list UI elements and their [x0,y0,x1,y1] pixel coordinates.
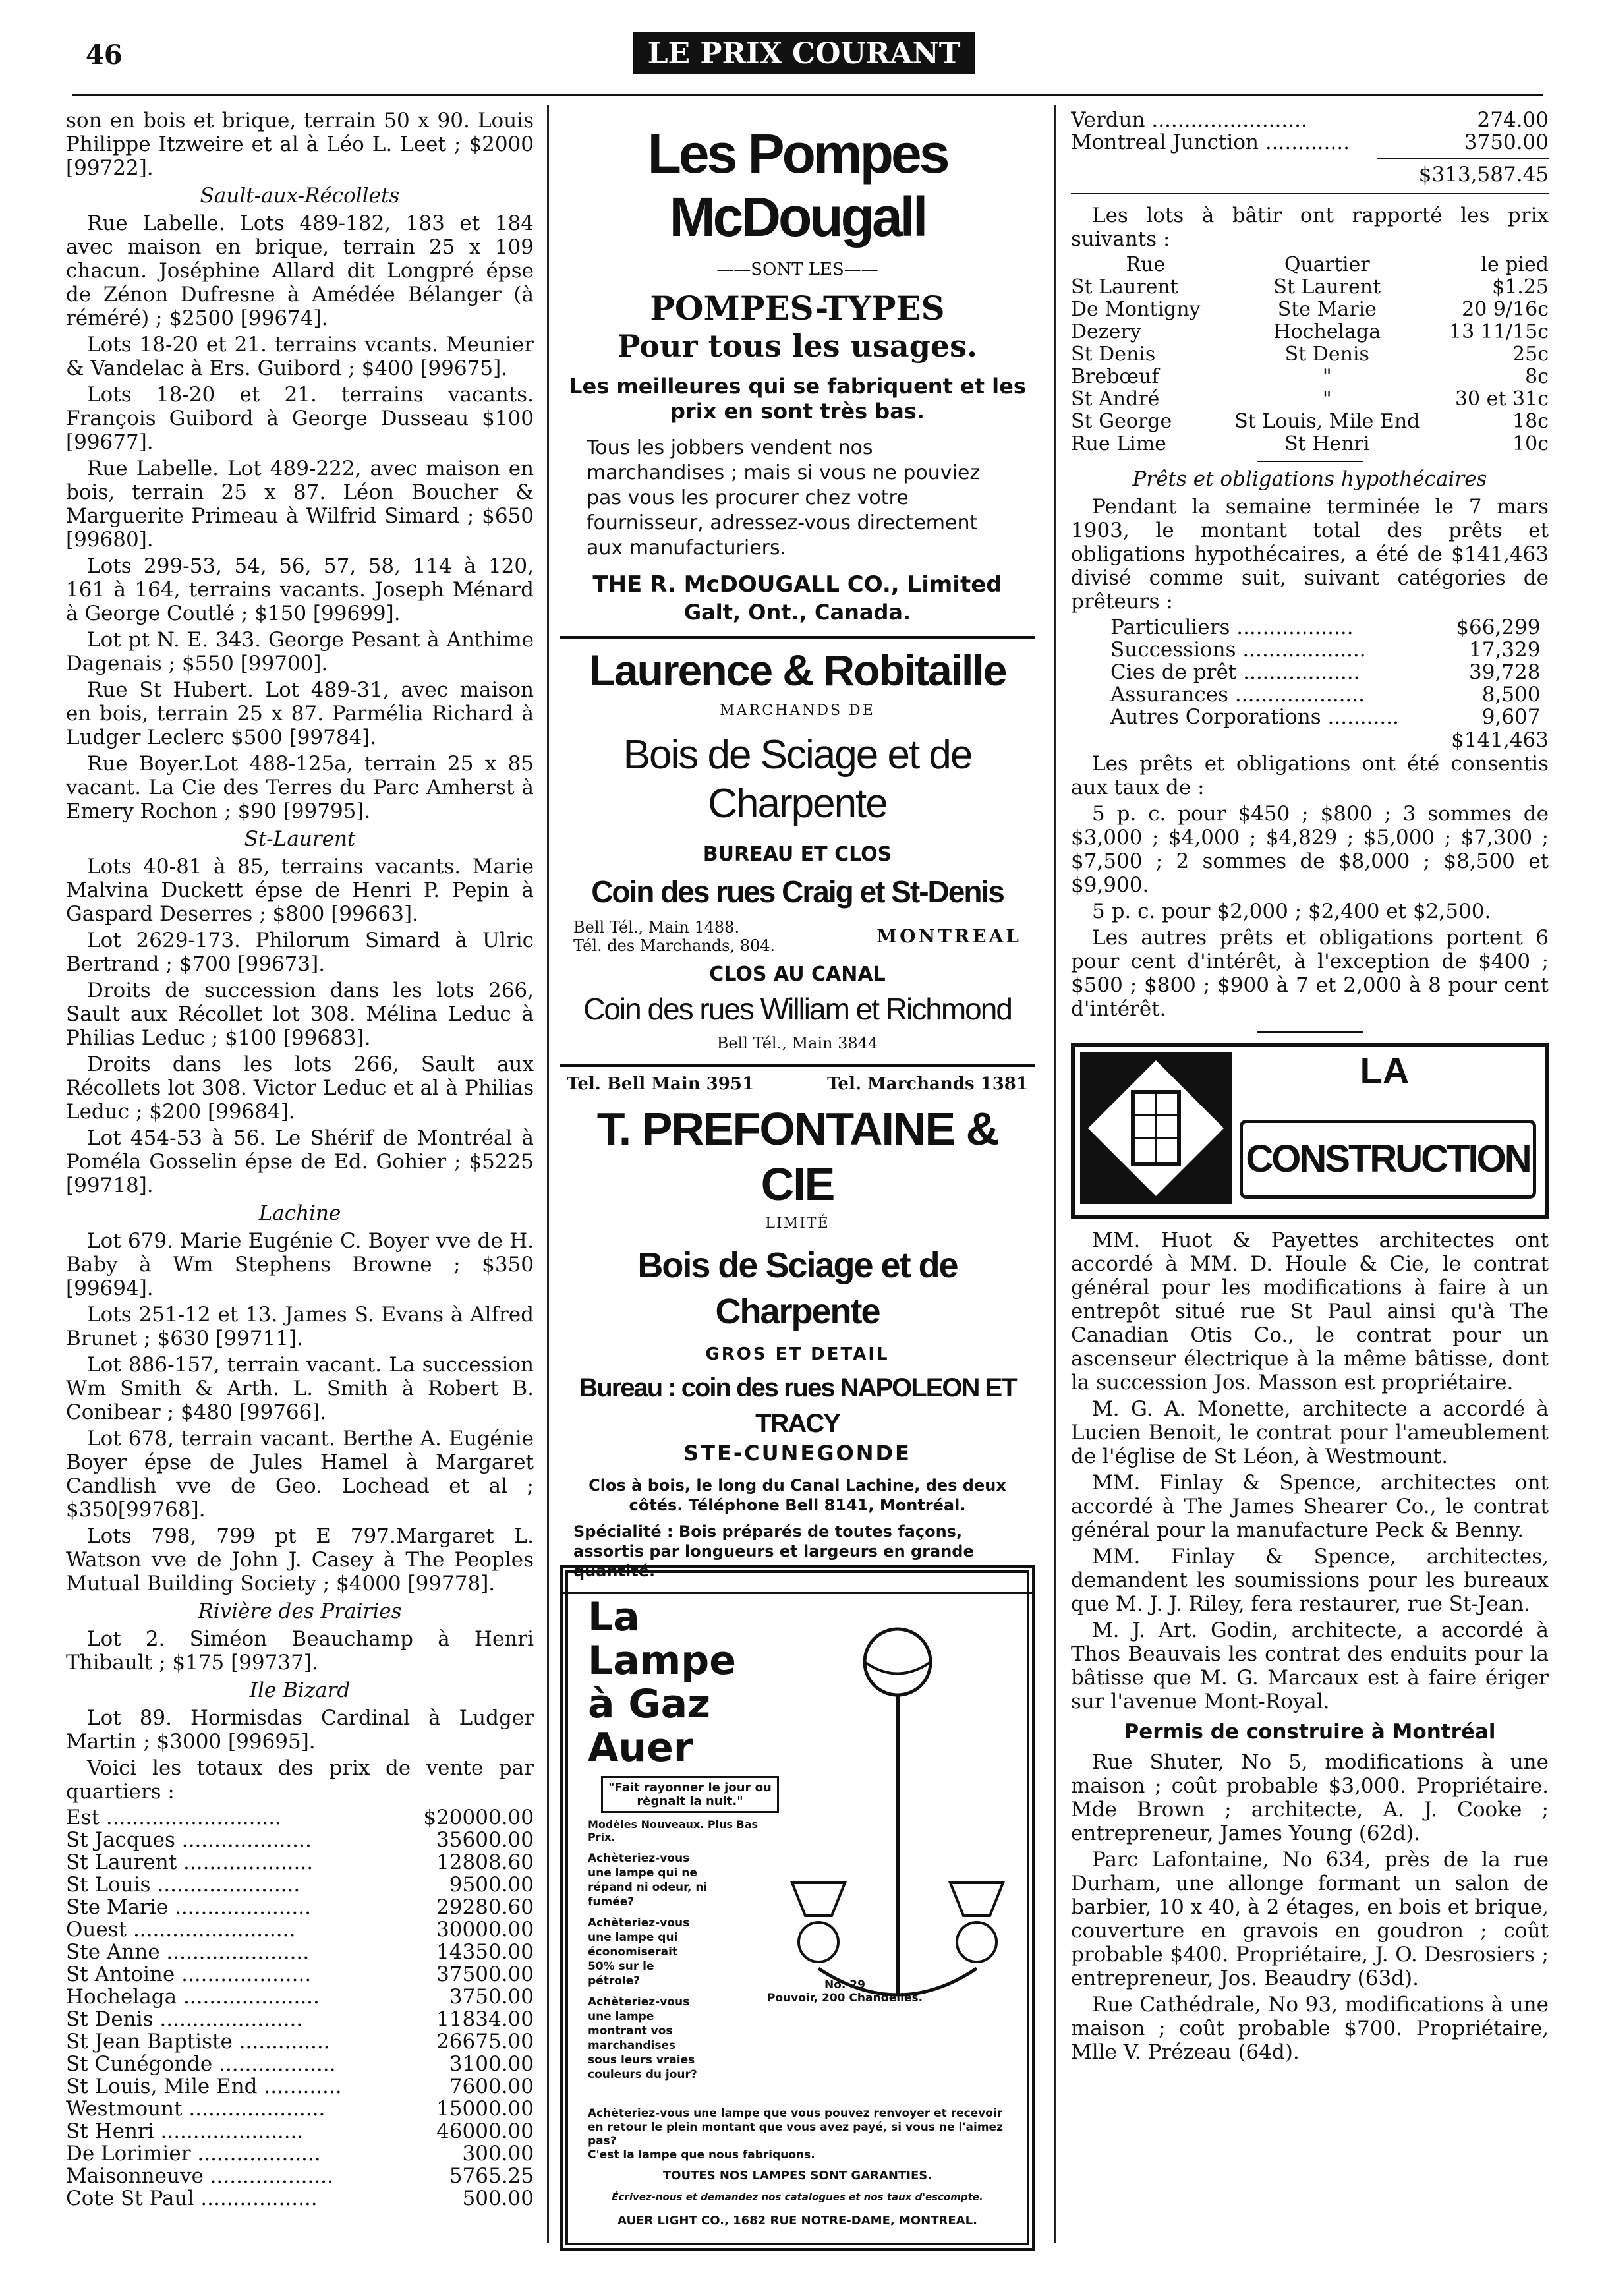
lot-cell: 18c [1512,410,1549,433]
masthead-logo [633,26,975,79]
quartier-row [66,1874,534,1896]
quartier-row [66,1851,534,1874]
ad-guarantee: TOUTES NOS LAMPES SONT GARANTIES. [662,2169,932,2183]
quartier-row [66,2030,534,2053]
row-label: St Jacques .................... [66,1829,312,1851]
article-text: Lot 2629-173. Philorum Simard à Ulric Bertrand ; $700 [99673]. [66,929,534,976]
row-label: St Louis ...................... [66,1874,301,1896]
section-rule [1071,193,1549,194]
column-header: le pied [1481,253,1549,276]
mcdougall-ad [560,122,1035,624]
middle-column [560,109,1035,1599]
quartier-row [66,2187,534,2210]
ad-heading: Coin des rues William et Richmond [583,992,1012,1026]
article-text: Rue St Hubert. Lot 489-31, avec maison en bois, terrain 25 x 87. Parmélia Richard à Ludger Leclerc $500 [99784]. [66,678,534,749]
lot-cell: De Montigny [1071,298,1201,321]
la-construction-banner [1071,1043,1549,1219]
row-value: 39,728 [1469,660,1541,684]
article-text: Lot 454-53 à 56. Le Shérif de Montréal à Poméla Gosselin épse de Ed. Gohier ; $5225 [99718]. [66,1126,534,1197]
lot-cell: 10c [1512,432,1549,455]
row-value: 274.00 [1477,108,1549,132]
page-number: 46 [86,40,123,71]
lot-cell: Brebœuf [1071,365,1159,388]
ad-text: Achèteriez-vous une lampe qui économiserait 50% sur le pétrole? [588,1916,690,1988]
article-text: Les autres prêts et obligations portent 6 pour cent d'intérêt, à l'exception de $400 ; $500 ; $800 ; $900 à 7 et 2,000 à 8 pour cent d'intérêt. [1071,926,1549,1021]
ad-text: ——SONT LES—— [716,260,878,279]
quartier-row [66,2075,534,2098]
article-text: Lots 18-20 et 21. terrains vacants. François Guibord à George Dusseau $100 [99677]. [66,383,534,454]
row-label: St Laurent .................... [66,1851,314,1874]
lot-cell: 20 9/16c [1462,298,1549,321]
article-text: Rue Shuter, No 5, modifications à une maison ; coût probable $3,000. Propriétaire. Mde Brown ; architecte, A. J. Cooke ; entrepreneur, James Young (62d). [1071,1750,1549,1845]
lot-row [1071,276,1549,299]
article-text: Lot 679. Marie Eugénie C. Boyer vve de H. Baby à Wm Stephens Browne ; $350 [99694]. [66,1229,534,1300]
article-text: Lot pt N. E. 343. George Pesant à Anthime Dagenais ; $550 [99700]. [66,628,534,675]
ad-heading: Bois de Sciage et de Charpente [623,732,972,826]
preteur-row [1110,661,1541,683]
lot-cell: St Denis [1284,343,1369,366]
ad-rule [560,1064,1035,1067]
ad-heading: CLOS AU CANAL [709,963,886,986]
row-value: 7600.00 [449,2075,534,2098]
lot-cell: " [1322,365,1332,388]
lot-row [1071,411,1549,433]
article-text: Pendant la semaine terminée le 7 mars 1903, le montant total des prêts et obligations hypothécaires, a été de $141,463 divisé comme suit, suivant catégories de prêteurs : [1071,495,1549,614]
row-value: 26675.00 [436,2030,534,2053]
ad-slogan: "Fait rayonner le jour ou règnait la nuit." [601,1776,779,1813]
lot-row [1071,366,1549,388]
row-label: St Louis, Mile End ............ [66,2075,342,2098]
prefontaine-ad [560,1072,1035,1581]
row-value: $66,299 [1456,616,1541,639]
right-column [1071,109,1549,2067]
banner-title: CONSTRUCTION [1240,1120,1536,1199]
row-value: 37500.00 [436,1963,534,1986]
row-label: Ste Anne ...................... [66,1941,310,1963]
ad-heading: Les meilleures qui se fabriquent et les prix en sont très bas. [569,374,1026,424]
quartier-row [66,2053,534,2075]
lamp-power: Pouvoir, 200 Chandelles. [766,1992,923,2005]
row-value: 3750.00 [449,1985,534,2009]
row-value: 14350.00 [436,1940,534,1964]
row-value: 35600.00 [436,1828,534,1852]
row-label: Autres Corporations ........... [1110,706,1399,728]
article-text: Droits dans les lots 266, Sault aux Récollets lot 308. Victor Leduc et al à Philias Leduc ; $200 [99684]. [66,1052,534,1124]
row-label: Successions ................... [1110,639,1366,661]
ad-heading: GROS ET DETAIL [705,1344,890,1364]
quartier-row [66,2165,534,2187]
lot-cell: Hochelaga [1273,320,1381,343]
column-header: Quartier [1284,253,1370,276]
row-value: 3100.00 [449,2052,534,2076]
lot-cell: " [1322,387,1332,411]
lot-cell: 8c [1525,365,1549,388]
row-value: 9500.00 [449,1873,534,1897]
quartier-row [66,1963,534,1986]
ad-city: MONTREAL [876,925,1021,947]
lot-cell: $1.25 [1492,275,1549,299]
row-value: 11834.00 [436,2007,534,2031]
row-label: Montreal Junction ............. [1071,131,1350,154]
ad-text: Modèles Nouveaux. Plus Bas Prix. [588,1818,759,1843]
lot-row [1071,299,1549,321]
ad-heading: Pour tous les usages. [617,328,978,364]
article-text: Lots 40-81 à 85, terrains vacants. Marie Malvina Duckett épse de Henri P. Pepin à Gaspard Deserres ; $800 [99663]. [66,855,534,926]
article-text: Les lots à bâtir ont rapporté les prix suivants : [1071,204,1549,251]
quartier-row [66,1896,534,1918]
row-value: 300.00 [462,2142,534,2166]
left-column [66,109,534,2210]
lot-cell: St Denis [1071,343,1156,366]
ad-heading: Bureau : coin des rues NAPOLEON ET TRACY [579,1373,1016,1438]
article-text: Rue Boyer.Lot 488-125a, terrain 25 x 85 vacant. La Cie des Terres du Parc Amherst à Emery Rochon ; $90 [99795]. [66,752,534,823]
preteur-row [1110,639,1541,661]
ad-phone: Bell Tél., Main 3844 [716,1034,878,1052]
lot-cell: Dezery [1071,320,1141,343]
ad-text: Spécialité : Bois préparés de toutes façons, assortis par longueurs et largeurs en grande quantité. [573,1522,974,1580]
row-label: Assurances .................... [1110,683,1365,706]
row-value: 8,500 [1481,683,1541,706]
article-text: Lot 678, terrain vacant. Berthe A. Eugénie Boyer épse de Jules Hamel à Margaret Candlish vve de Geo. Lochead et al ; $350[99768]. [66,1427,534,1522]
section-rule [1257,1031,1363,1033]
header-rule [72,94,1543,96]
lot-cell: St André [1071,387,1160,411]
article-text: M. J. Art. Godin, architecte, a accordé à Thos Beauvais les contrat des enduits pour la bâtisse que M. G. Marcaux est à faire ériger sur l'avenue Mont-Royal. [1071,1619,1549,1713]
article-text: M. G. A. Monette, architecte a accordé à Lucien Benoit, le contrat pour l'ameublement de l'église de St Léon, à Westmount. [1071,1397,1549,1468]
article-text: Lots 299-53, 54, 56, 57, 58, 114 à 120, 161 à 164, terrains vacants. Joseph Ménard à George Coutlé ; $150 [99699]. [66,554,534,625]
quartier-row [66,2120,534,2142]
ad-heading: STE-CUNEGONDE [683,1441,911,1466]
row-value: $20000.00 [423,1806,534,1829]
row-label: St Henri ...................... [66,2120,304,2142]
lot-cell: 30 et 31c [1454,387,1549,411]
article-text: Lots 798, 799 pt E 797.Margaret L. Watson vve de John J. Casey à The Peoples Mutual Building Society ; $4000 [99778]. [66,1524,534,1595]
row-label: Particuliers .................. [1110,616,1354,639]
row-value: 15000.00 [436,2097,534,2121]
column-separator [547,105,549,2243]
preteurs-total: $141,463 [1451,728,1549,752]
preteurs-table [1110,616,1541,728]
preteur-row [1110,616,1541,639]
ad-heading: BUREAU ET CLOS [703,843,892,866]
ad-phone: Tél. des Marchands, 804. [573,936,776,955]
row-value: 5765.25 [449,2164,534,2188]
preteur-row [1110,683,1541,706]
article-text: Voici les totaux des prix de vente par quartiers : [66,1756,534,1804]
article-text: Rue Cathédrale, No 93, modifications à une maison ; coût probable $700. Propriétaire, Mlle V. Prézeau (64d). [1071,1993,1549,2064]
section-heading: Lachine [258,1201,341,1225]
article-text: Lots 251-12 et 13. James S. Evans à Alfred Brunet ; $630 [99711]. [66,1303,534,1350]
lot-cell: St Laurent [1071,275,1178,299]
ad-title: Les Pompes McDougall [647,123,948,248]
ad-text: C'est la lampe que nous fabriquons. [588,2148,815,2162]
article-text: Rue Labelle. Lot 489-222, avec maison en bois, terrain 25 x 87. Léon Boucher & Marguerite Primeau à Wilfrid Simard ; $650 [99680]. [66,457,534,552]
ad-city: Galt, Ont., Canada. [683,600,911,625]
quartier-row [66,1941,534,1963]
row-label: Cies de prêt .................. [1110,661,1360,683]
row-label: Cote St Paul .................. [66,2187,318,2210]
row-value: 30000.00 [436,1918,534,1941]
ad-text: Tous les jobbers vendent nos marchandises ; mais si vous ne pouviez pas vous les procurer chez votre fournisseur, adressez-vous directement aux manufacturiers. [587,436,981,560]
ad-text: Achèteriez-vous une lampe qui ne répand ni odeur, ni fumée? [588,1852,708,1909]
ad-heading: Coin des rues Craig et St-Denis [591,875,1004,909]
auer-lamp-ad [560,1565,1035,2251]
row-value: 17,329 [1469,638,1541,662]
quartier-row [66,1918,534,1941]
ad-phone: Tel. Marchands 1381 [827,1074,1028,1094]
lot-cell: Rue Lime [1071,432,1166,455]
article-text: MM. Huot & Payettes architectes ont accordé à MM. D. Houle & Cie, le contrat général pour les modifications à faire à un entrepôt situé rue St Paul ainsi qu'à The Canadian Otis Co., le contrat pour un ascenseur électrique à la même bâtisse, dont la succession Jos. Masson est propriétaire. [1071,1228,1549,1394]
lot-cell: St Laurent [1273,275,1381,299]
banner-text: LA [1360,1050,1410,1091]
ad-text: Écrivez-nous et demandez nos catalogues et nos taux d'escompte. [612,2191,983,2203]
ad-title: T. PREFONTAINE & CIE [596,1103,998,1210]
ad-address: AUER LIGHT CO., 1682 RUE NOTRE-DAME, MONTREAL. [617,2214,977,2227]
ad-text: LIMITÉ [765,1215,830,1232]
svg-text:LE PRIX COURANT: LE PRIX COURANT [647,37,961,71]
row-label: St Cunégonde .................. [66,2053,336,2075]
row-label: St Antoine .................... [66,1963,312,1986]
preteur-row [1110,706,1541,728]
ad-heading: POMPES-TYPES [650,289,945,328]
quartier-row [1071,131,1549,154]
lot-cell: St Henri [1284,432,1370,455]
section-rule [1257,461,1363,462]
article-text: MM. Finlay & Spence, architectes, demandent les soumissions pour les bureaux que M. J. J. Riley, fera restaurer, rue St-Jean. [1071,1545,1549,1616]
article-text: Les prêts et obligations ont été consentis aux taux de : [1071,752,1549,799]
article-text: Lot 89. Hormisdas Cardinal à Ludger Martin ; $3000 [99695]. [66,1706,534,1754]
lot-cell: 25c [1512,343,1549,366]
quartier-row [66,2142,534,2165]
column-separator [1054,105,1056,2243]
row-label: Hochelaga ..................... [66,1986,320,2008]
ad-title: La Lampe [588,1594,736,1684]
article-text: MM. Finlay & Spence, architectes ont accordé à The James Shearer Co., le contrat général pour la manufacture Peck & Benny. [1071,1471,1549,1542]
article-text: Lots 18-20 et 21. terrains vcants. Meunier & Vandelac à Ers. Guibord ; $400 [99675]. [66,333,534,380]
quartiers-table [66,1806,534,2210]
section-heading: St-Laurent [244,827,356,851]
row-value: 3750.00 [1464,130,1549,154]
row-label: Verdun ........................ [1071,109,1307,131]
building-icon [1080,1052,1232,1204]
article-text: son en bois et brique, terrain 50 x 90. Louis Philippe Itzweire et al à Léo L. Leet ; $2000 [99722]. [66,109,534,180]
lamp-model: No. 29 [824,1978,865,1992]
row-label: Maisonneuve ................... [66,2165,333,2187]
laurence-robitaille-ad [560,644,1035,1055]
total-rule [1377,158,1549,159]
quartier-row [1071,109,1549,131]
row-value: 9,607 [1481,705,1541,729]
row-label: Est ........................... [66,1806,281,1829]
row-value: 46000.00 [436,2119,534,2143]
section-heading: Ile Bizard [249,1679,351,1702]
row-value: 500.00 [462,2187,534,2210]
lot-row [1071,321,1549,343]
lot-cell: 13 11/15c [1449,320,1549,343]
article-text: Droits de succession dans les lots 266, Sault aux Récollet lot 308. Mélina Leduc à Philias Leduc ; $100 [99683]. [66,979,534,1050]
lot-row [1071,433,1549,455]
article-text: 5 p. c. pour $2,000 ; $2,400 et $2,500. [1092,900,1491,923]
ad-phone: Tel. Bell Main 3951 [567,1074,755,1094]
ad-title: à Gaz Auer [588,1681,711,1771]
column-header: Rue [1126,253,1166,276]
quartier-row [66,1986,534,2008]
ad-text: MARCHANDS DE [720,703,875,719]
lot-cell: St Louis, Mile End [1234,410,1420,433]
article-text: Lot 886-157, terrain vacant. La succession Wm Smith & Arth. L. Smith à Robert B. Conibear ; $480 [99766]. [66,1353,534,1424]
section-heading: Prêts et obligations hypothécaires [1132,467,1487,491]
row-label: Westmount ..................... [66,2098,326,2120]
ad-text: Clos à bois, le long du Canal Lachine, des deux côtés. Téléphone Bell 8141, Montréal. [588,1476,1006,1514]
article-text: 5 p. c. pour $450 ; $800 ; 3 sommes de $3,000 ; $4,000 ; $4,829 ; $5,000 ; $7,300 ; $7,500 ; 2 sommes de $8,000 ; $8,500 et $9,900. [1071,802,1549,897]
section-heading: Sault-aux-Récollets [200,184,400,208]
row-label: Ouest ......................... [66,1918,296,1941]
row-label: St Jean Baptiste .............. [66,2030,330,2053]
article-text: Lot 2. Siméon Beauchamp à Henri Thibault ; $175 [99737]. [66,1627,534,1675]
section-heading: Permis de construire à Montréal [1124,1720,1496,1744]
lot-cell: Ste Marie [1277,298,1377,321]
quartier-row [66,1806,534,1829]
sales-total: $313,587.45 [1418,163,1549,187]
row-label: Ste Marie ..................... [66,1896,311,1918]
ad-title: Laurence & Robitaille [588,646,1006,695]
quartiers-continued-table [1071,109,1549,154]
quartier-row [66,2008,534,2030]
ad-rule [560,636,1035,639]
row-label: St Denis ...................... [66,2008,303,2030]
row-label: De Lorimier ................... [66,2142,321,2165]
lot-cell: St George [1071,410,1172,433]
ad-heading: Bois de Sciage et de Charpente [637,1246,958,1331]
ad-company: THE R. McDOUGALL CO., Limited [592,571,1002,598]
lot-row [1071,388,1549,411]
row-value: 29280.60 [436,1895,534,1919]
quartier-row [66,1829,534,1851]
ad-text: Achèteriez-vous une lampe que vous pouvez renvoyer et recevoir en retour le plein montant que vous avez payé, si vous ne l'aimez pas? [588,2107,1003,2148]
ad-phone: Bell Tél., Main 1488. [573,918,740,936]
article-text: Rue Labelle. Lots 489-182, 183 et 184 avec maison en brique, terrain 25 x 109 chacun. Joséphine Allard dit Longpré épse de Zénon Dufresne à Amédée Bélanger (à réméré) ; $2500 [99674]. [66,212,534,330]
row-value: 12808.60 [436,1851,534,1874]
ad-text: Achèteriez-vous une lampe montrant vos marchandises sous leurs vraies couleurs du jour? [588,1995,697,2081]
section-heading: Rivière des Prairies [198,1599,402,1623]
quartier-row [66,2098,534,2120]
lot-row [1071,343,1549,366]
article-text: Parc Lafontaine, No 634, près de la rue Durham, une allonge formant un salon de barbier, 10 x 40, à 2 étages, en bois et brique, couverture en gravois en goudron ; coût probable $400. Propriétaire, J. O. Desrosiers ; entrepreneur, Jos. Beaudry (63d). [1071,1848,1549,1990]
lots-table [1071,254,1549,455]
